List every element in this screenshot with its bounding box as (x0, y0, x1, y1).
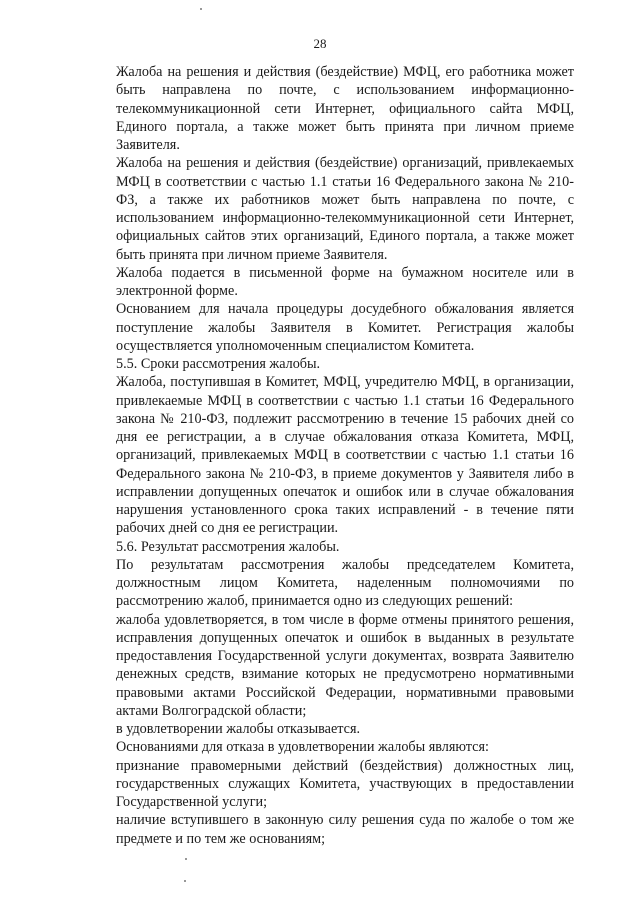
paragraph: наличие вступившего в законную силу решения суда по жалобе о том же предмете и по тем же основаниям; (116, 812, 574, 847)
paragraph: Жалоба, поступившая в Комитет, МФЦ, учредителю МФЦ, в организации, привлекаемые МФЦ в соответствии с частью 1.1 статьи 16 Федерального закона № 210-ФЗ, подлежит рассмотрению в течение 15 рабочих дней со дня ее регистрации, а в случае обжалования отказа Комитета, МФЦ, организаций, привлекаемых МФЦ в соответствии с частью 1.1 статьи 16 Федерального закона № 210-ФЗ, в приеме документов у Заявителя либо в исправлении допущенных опечаток и ошибок или в случае обжалования нарушения установленного срока таких исправлений - в течение пяти рабочих дней со дня ее регистрации. (116, 374, 574, 537)
paragraph: Основанием для начала процедуры досудебного обжалования является поступление жалобы Заявителя в Комитет. Регистрация жалобы осуществляется уполномоченным специалистом Комитета. (116, 301, 574, 354)
paragraph: Основаниями для отказа в удовлетворении жалобы являются: (116, 739, 489, 756)
paragraph: в удовлетворении жалобы отказывается. (116, 721, 361, 737)
section-heading: 5.5. Сроки рассмотрения жалобы. (116, 356, 321, 372)
scan-speck (185, 858, 187, 860)
paragraph: жалоба удовлетворяется, в том числе в форме отмены принятого решения, исправления допущенных опечаток и ошибок в выданных в результате предоставления Государственной услуги документах, возврата Заявителю денежных средств, взимание которых не предусмотрено нормативными правовыми актами Российской Федерации, нормативными правовыми актами Волгоградской области; (116, 611, 574, 719)
page-number: 28 (313, 36, 327, 51)
paragraph: Жалоба подается в письменной форме на бумажном носителе или в электронной форме. (116, 264, 574, 299)
paragraph: признание правомерными действий (бездействия) должностных лиц, государственных служащих Комитета, участвующих в предоставлении Государственной услуги; (116, 757, 574, 810)
scan-speck (184, 880, 186, 882)
section-heading: 5.6. Результат рассмотрения жалобы. (116, 538, 340, 555)
document-body (116, 63, 574, 848)
paragraph: Жалоба на решения и действия (бездействие) МФЦ, его работника может быть направлена по почте, с использованием информационно-телекоммуникационной сети Интернет, официального сайта МФЦ, Единого портала, а также может быть принята при личном приеме Заявителя. (116, 64, 574, 153)
scan-speck (200, 8, 202, 10)
paragraph: Жалоба на решения и действия (бездействие) организаций, привлекаемых МФЦ в соответствии с частью 1.1 статьи 16 Федерального закона № 210-ФЗ, а также их работников может быть направлена по почте, с использованием информационно-телекоммуникационной сети Интернет, официальных сайтов этих организаций, Единого портала, а также может быть принята при личном приеме Заявителя. (116, 155, 574, 263)
paragraph: По результатам рассмотрения жалобы председателем Комитета, должностным лицом Комитета, наделенным полномочиями по рассмотрению жалоб, принимается одно из следующих решений: (116, 556, 574, 610)
